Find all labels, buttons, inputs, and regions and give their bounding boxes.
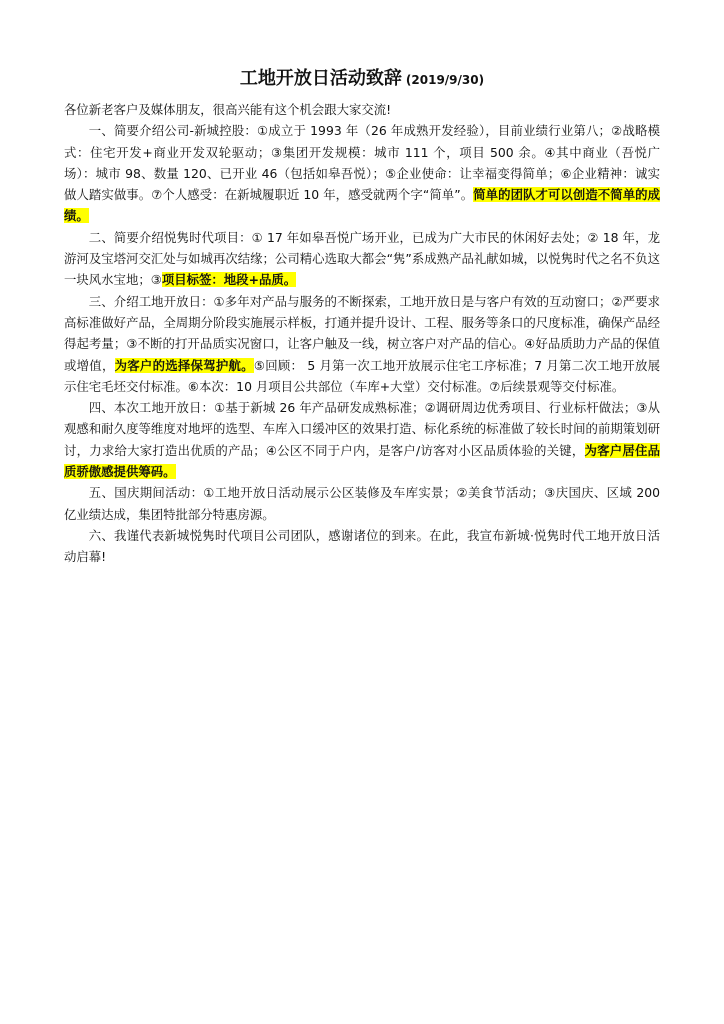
section-3-highlight: 为客户的选择保驾护航。 (114, 357, 254, 373)
document-body (64, 99, 660, 568)
section-3-paragraph (64, 291, 660, 397)
section-2-text: 二、简要介绍悦隽时代项目：① 17 年如皋吾悦广场开业，已成为广大市民的休闲好去处；② 18 年，龙游河及宝塔河交汇处与如城再次结缘；公司精心选取大都会“隽”系成熟产品礼献如城，以悦隽时代之名不负这一块风水宝地；③ (64, 229, 660, 288)
section-4-text: 四、本次工地开放日：①基于新城 26 年产品研发成熟标准；②调研周边优秀项目、行业标杆做法；③从观感和耐久度等维度对地坪的选型、车库入口缓冲区的效果打造、标化系统的标准做了较长时间的前期策划研讨，力求给大家打造出优质的产品；④公区不同于户内，是客户/访客对小区品质体验的关键， (64, 400, 660, 458)
greeting-paragraph: 各位新老客户及媒体朋友，很高兴能有这个机会跟大家交流! (64, 102, 392, 117)
section-4-highlight: 为客户居住品质骄傲感提供筹码。 (64, 442, 660, 480)
title-row (64, 66, 660, 93)
section-6-text: 六、我谨代表新城悦隽时代项目公司团队，感谢诸位的到来。在此，我宣布新城·悦隽时代工地开放日活动启幕! (64, 527, 660, 565)
section-5-text: 五、国庆期间活动：①工地开放日活动展示公区装修及车库实景；②美食节活动；③庆国庆、区域 200 亿业绩达成，集团特批部分特惠房源。 (64, 485, 660, 522)
section-3-text: 三、介绍工地开放日：①多年对产品与服务的不断探索，工地开放日是与客户有效的互动窗口；②严要求高标准做好产品，全周期分阶段实施展示样板，打通并提升设计、工程、服务等条口的尺度标准，确保产品经得起考量；③不断的打开品质实况窗口，让客户触及一线，树立客户对产品的信心。④好品质助力产品的保值或增值， (64, 293, 660, 373)
document-date: (2019/9/30) (405, 73, 485, 87)
section-2-paragraph (64, 227, 660, 291)
section-1-paragraph (64, 120, 660, 226)
section-3-text-continued: ⑤回顾： 5 月第一次工地开放展示住宅工序标准；7 月第二次工地开放展示住宅毛坯交付标准。⑥本次：10 月项目公共部位（车库+大堂）交付标准。⑦后续景观等交付标准。 (64, 357, 661, 394)
section-1-highlight: 简单的团队才可以创造不简单的成绩。 (64, 187, 661, 224)
section-5-paragraph (64, 482, 660, 525)
section-1-text: 一、简要介绍公司-新城控股：①成立于 1993 年（26 年成熟开发经验），目前业绩行业第八；②战略模式：住宅开发+商业开发双轮驱动；③集团开发规模：城市 111 个，项目 500 余。④其中商业（吾悦广场）：城市 98、数量 120、已开业 46（包括如皋吾悦）；⑤企业使命：让幸福变得简单；⑥企业精神：诚实做人踏实做事。⑦个人感受：在新城履职近 10 年，感受就两个字“简单”。 (64, 123, 660, 203)
section-2-highlight: 项目标签：地段+品质。 (161, 272, 297, 288)
section-4-paragraph (64, 397, 660, 482)
document-title: 工地开放日活动致辞 (239, 68, 402, 89)
section-6-paragraph (64, 525, 660, 568)
